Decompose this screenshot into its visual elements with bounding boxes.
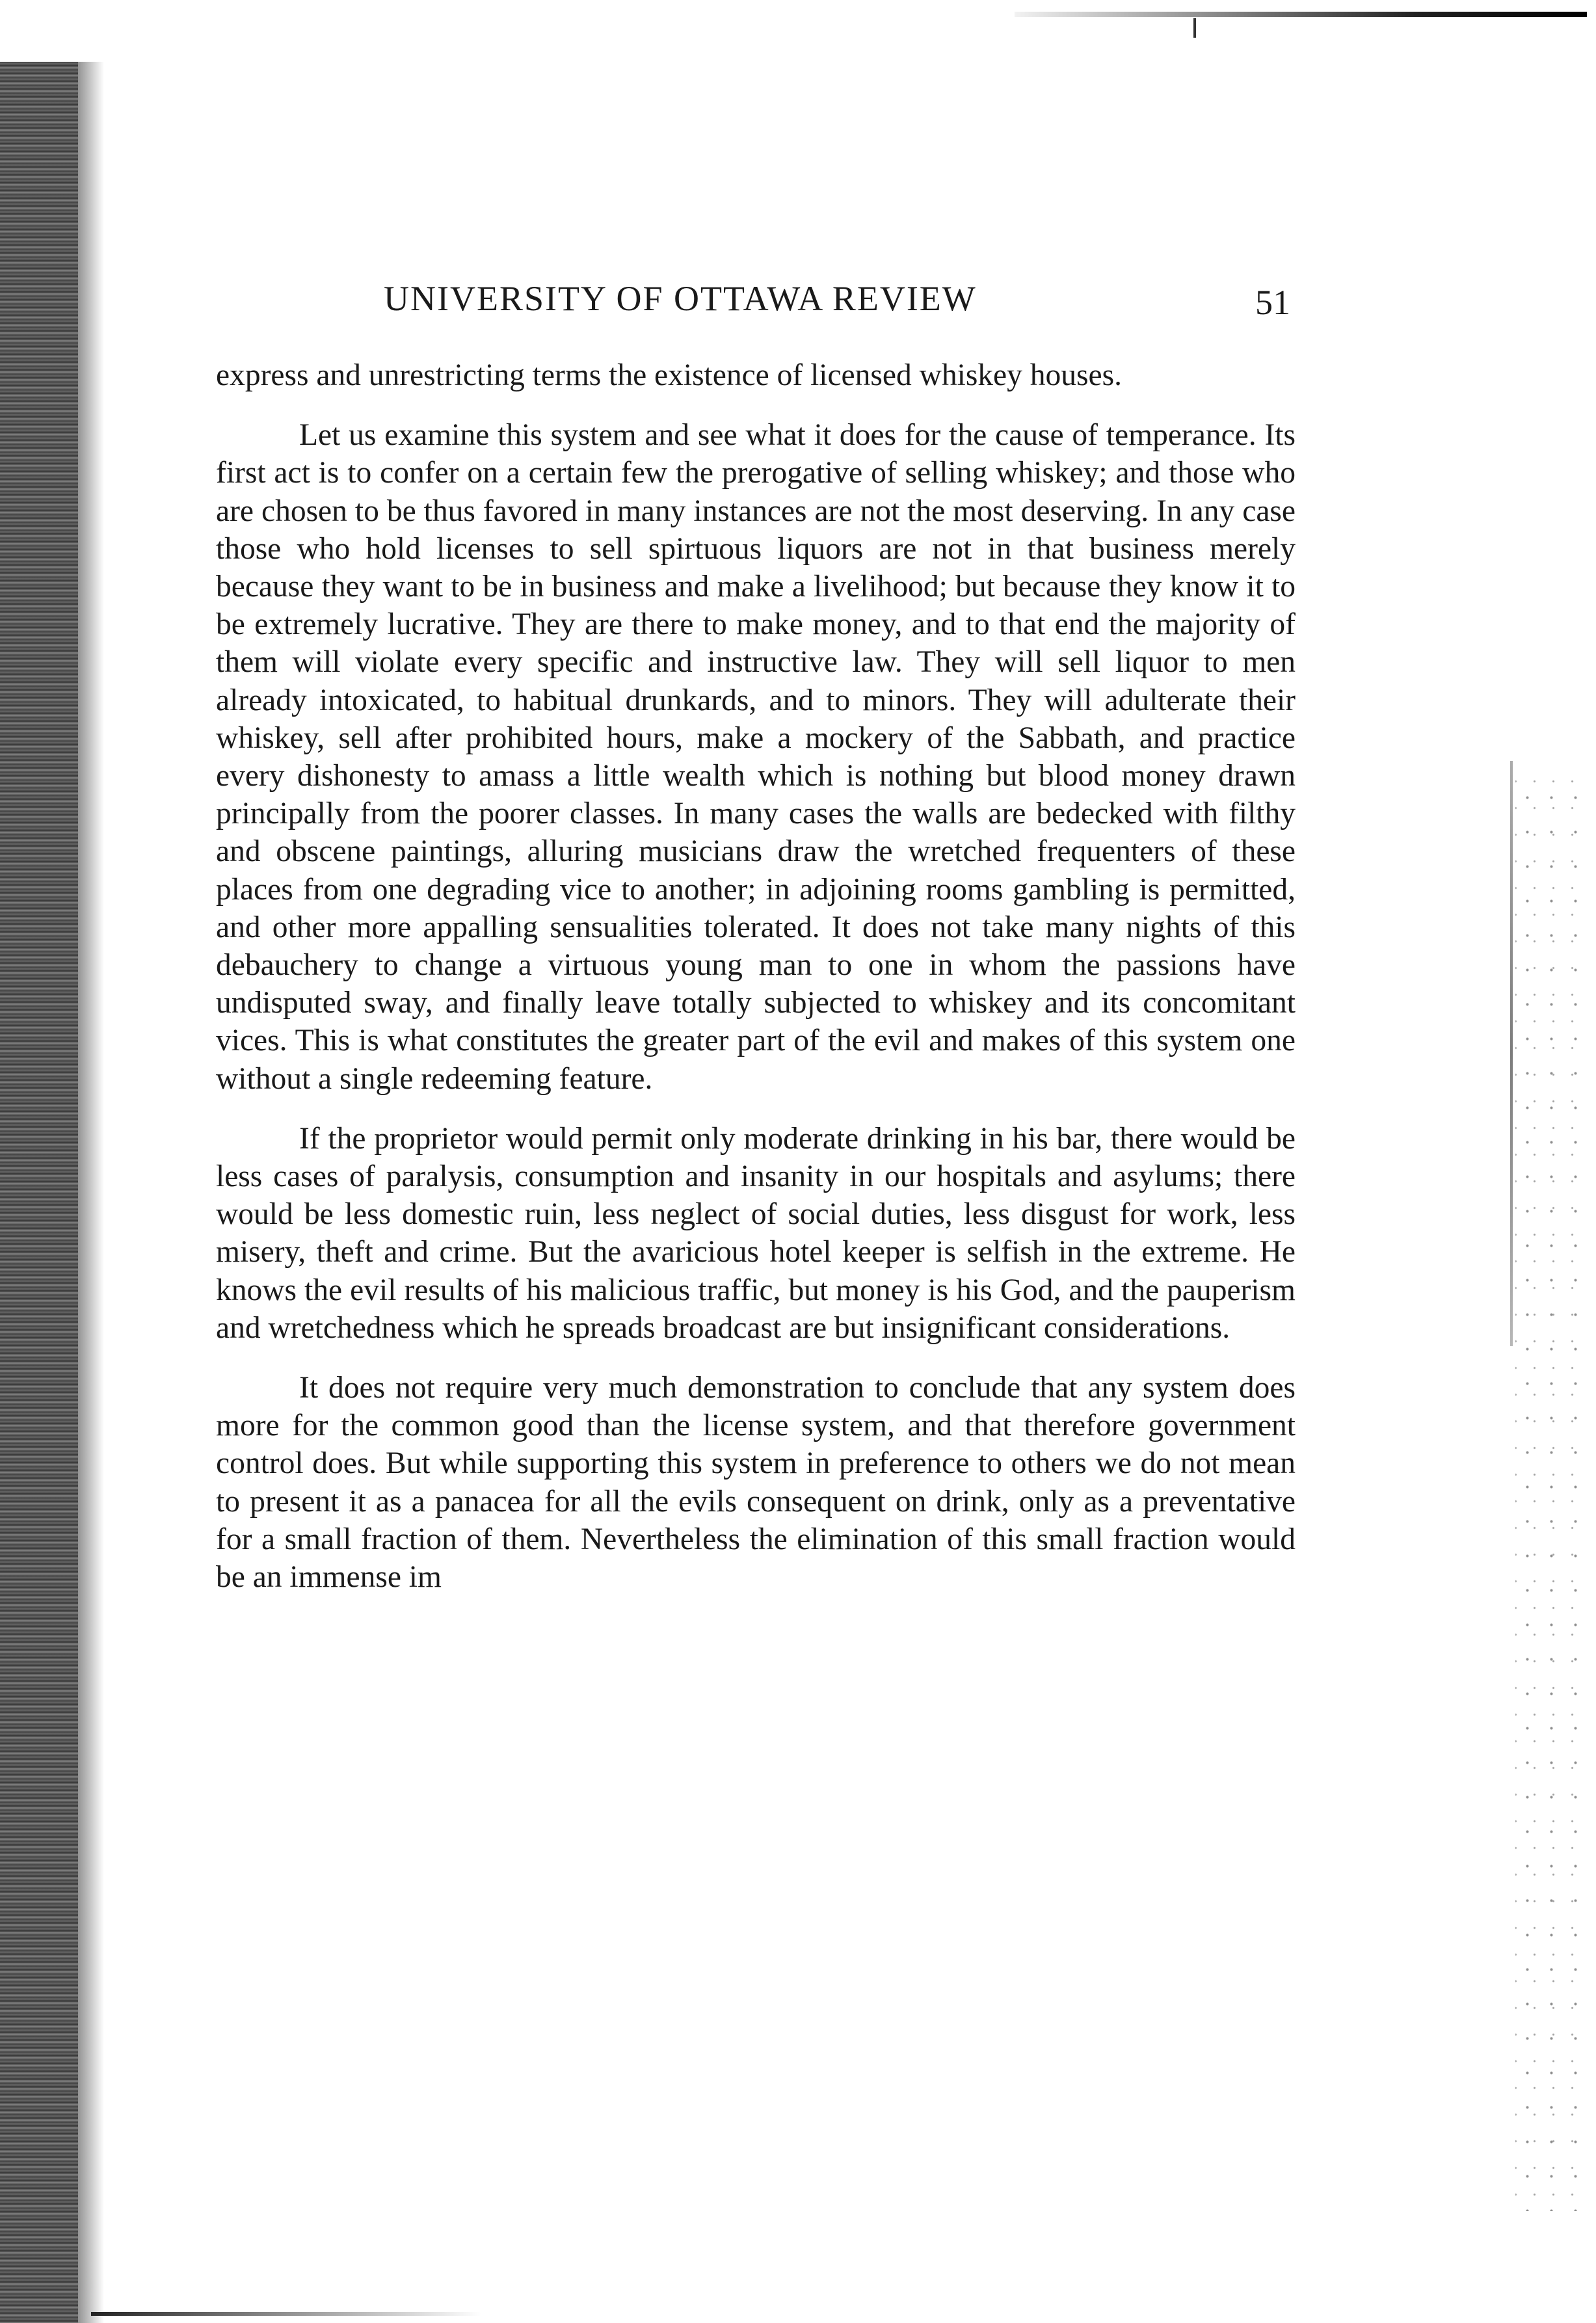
scan-top-tick: [1193, 18, 1196, 38]
scan-binding-shadow: [78, 62, 104, 2323]
running-head: UNIVERSITY OF OTTAWA REVIEW: [384, 279, 977, 318]
page-header: [0, 278, 1596, 324]
scan-right-speckle: [1515, 780, 1587, 2211]
scan-top-artifact: [1015, 12, 1587, 17]
scan-right-artifact: [1510, 761, 1513, 1346]
paragraph-4: It does not require very much demonstration to conclude that any system does more for the common good than the license system, and that therefore government control does. But while supporting this system in preference to others we do not mean to present it as a panacea for all the evils consequent on drink, only as a preventative for a small fraction of them. Nevertheless the elimination of this small fraction would be an immense im: [216, 1371, 1296, 1595]
paragraph-2: Let us examine this system and see what it does for the cause of temperance. Its first act is to confer on a certain few the prerogative of selling whiskey; and those who are chosen to be thus favored in many instances are not the most deserving. In any case those who hold licenses to sell spirtuous liquors are not in that business merely because they want to be in business and make a livelihood; but because they know it to be extremely lucrative. They are there to make money, and to that end the majority of them will violate every specific and instructive law. They will sell liquor to men already intoxicated, to habitual drunkards, and to minors. They will adulterate their whiskey, sell after prohibited hours, make a mockery of the Sabbath, and practice every dishonesty to amass a little wealth which is nothing but blood money drawn principally from the poorer classes. In many cases the walls are bedecked with filthy and obscene paintings, alluring musicians draw the wretched frequenters of these places from one degrading vice to another; in adjoining rooms gambling is permitted, and other more appalling sensualities tolerated. It does not take many nights of this debauchery to change a virtuous young man to one in whom the passions have undisputed sway, and finally leave totally subjected to whiskey and its concomitant vices. This is what constitutes the greater part of the evil and makes of this system one without a single redeeming feature.: [216, 418, 1296, 1096]
paragraph-1: express and unrestricting terms the existence of licensed whiskey houses.: [216, 358, 1122, 392]
scan-bottom-artifact: [91, 2312, 481, 2316]
article-body: [216, 356, 1296, 1596]
paragraph-3: If the proprietor would permit only moderate drinking in his bar, there would be less cases of paralysis, consumption and insanity in our hospitals and asylums; there would be less domestic ruin, less neglect of social duties, less disgust for work, less misery, theft and crime. But the avaricious hotel keeper is selfish in the extreme. He knows the evil results of his malicious traffic, but money is his God, and the pauperism and wretchedness which he spreads broadcast are but insignificant considerations.: [216, 1121, 1296, 1345]
scan-binding-edge: [0, 62, 78, 2323]
page-number: 51: [1255, 283, 1290, 322]
